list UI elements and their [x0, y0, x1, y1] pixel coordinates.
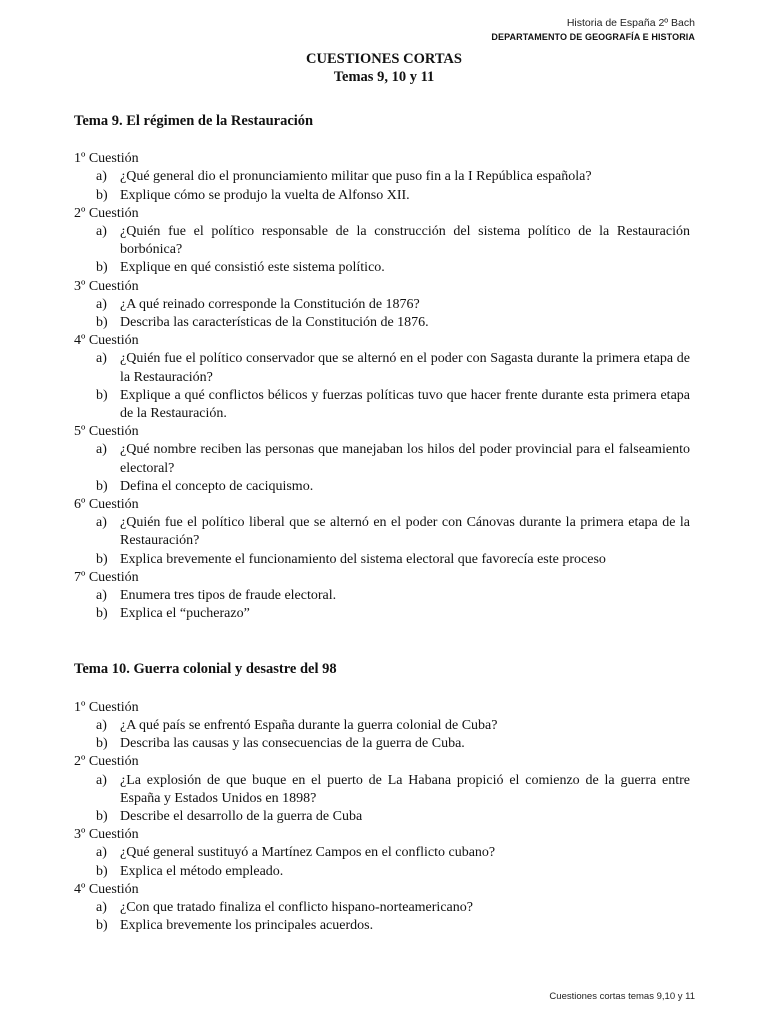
item-text: ¿Quién fue el político responsable de la construcción del sistema político de la Restauración borbónica?: [120, 224, 690, 258]
question-item: [74, 441, 690, 477]
item-text: Explica brevemente los principales acuerdos.: [120, 918, 374, 934]
item-letter: b): [96, 187, 108, 203]
item-letter: a): [96, 515, 107, 531]
section-title: Tema 9. El régimen de la Restauración: [74, 113, 314, 129]
section: [74, 112, 690, 623]
question-item: [74, 844, 690, 862]
item-text: ¿Qué nombre reciben las personas que manejaban los hilos del poder provincial para el falseamiento electoral?: [120, 442, 690, 476]
title-subtitle: Temas 9, 10 y 11: [333, 69, 435, 85]
question-item: [74, 551, 690, 569]
item-letter: a): [96, 169, 107, 185]
question-item: [74, 187, 690, 205]
item-letter: a): [96, 351, 107, 367]
question-label: 2º Cuestión: [74, 205, 139, 221]
item-text: ¿A qué reinado corresponde la Constitución de 1876?: [120, 296, 420, 312]
item-text: Explica el método empleado.: [120, 863, 284, 879]
item-letter: b): [96, 387, 108, 403]
item-text: ¿La explosión de que buque en el puerto de La Habana propició el comienzo de la guerra entre España y Estados Unidos en 1898?: [120, 772, 690, 806]
question-item: [74, 808, 690, 826]
question-item: [74, 917, 690, 935]
question-item: [74, 387, 690, 423]
page-footer: Cuestiones cortas temas 9,10 y 11: [549, 991, 695, 1002]
item-text: Explica brevemente el funcionamiento del sistema electoral que favorecía este proceso: [120, 551, 606, 567]
item-letter: b): [96, 260, 108, 276]
question-item: [74, 168, 690, 186]
item-letter: a): [96, 442, 107, 458]
item-text: Explique cómo se produjo la vuelta de Alfonso XII.: [120, 187, 410, 203]
question-item: [74, 259, 690, 277]
question-item: [74, 514, 690, 550]
item-letter: a): [96, 588, 107, 604]
item-text: ¿Con que tratado finaliza el conflicto hispano-norteamericano?: [120, 899, 473, 915]
item-text: ¿Quién fue el político conservador que se alternó en el poder con Sagasta durante la primera etapa de la Restauración?: [120, 351, 690, 385]
item-text: Explique a qué conflictos bélicos y fuerzas políticas tuvo que hacer frente durante esta primera etapa de la Restauración.: [120, 387, 690, 422]
question-item: [74, 314, 690, 332]
question-item: [74, 605, 690, 623]
item-text: ¿Qué general dio el pronunciamiento militar que puso fin a la I República española?: [120, 169, 592, 185]
item-text: ¿Quién fue el político liberal que se alternó en el poder con Cánovas durante la primera etapa de la Restauración?: [120, 515, 690, 549]
question-item: [74, 735, 690, 753]
question-label: 1º Cuestión: [74, 151, 139, 167]
item-letter: b): [96, 315, 108, 331]
question-label: 3º Cuestión: [74, 278, 139, 294]
question-item: [74, 899, 690, 917]
item-letter: b): [96, 736, 108, 752]
header-course: Historia de España 2º Bach: [566, 17, 695, 29]
question-label: 2º Cuestión: [74, 754, 139, 770]
item-letter: b): [96, 918, 108, 934]
title-main: CUESTIONES CORTAS: [306, 51, 462, 67]
question-label: 1º Cuestión: [74, 699, 139, 715]
question-item: [74, 478, 690, 496]
item-letter: b): [96, 808, 108, 824]
question-item: [74, 296, 690, 314]
question-item: [74, 223, 690, 259]
question-label: 5º Cuestión: [74, 424, 139, 440]
item-letter: a): [96, 296, 107, 312]
question-item: [74, 350, 690, 386]
item-text: Describa las causas y las consecuencias de la guerra de Cuba.: [120, 736, 465, 752]
item-text: Defina el concepto de caciquismo.: [120, 478, 314, 494]
item-text: ¿Qué general sustituyó a Martínez Campos en el conflicto cubano?: [120, 845, 496, 861]
question-label: 7º Cuestión: [74, 569, 139, 585]
question-label: 4º Cuestión: [74, 333, 139, 349]
item-letter: a): [96, 899, 107, 915]
item-text: Explique en qué consistió este sistema político.: [120, 260, 385, 276]
item-letter: a): [96, 224, 107, 240]
section-title: Tema 10. Guerra colonial y desastre del 98: [74, 661, 337, 678]
section: [74, 660, 690, 935]
question-item: [74, 863, 690, 881]
item-text: Describa las características de la Constitución de 1876.: [120, 315, 429, 331]
item-text: Describe el desarrollo de la guerra de Cuba: [120, 808, 363, 824]
document-body: [74, 112, 690, 935]
item-letter: b): [96, 863, 108, 879]
question-item: [74, 587, 690, 605]
item-text: Enumera tres tipos de fraude electoral.: [120, 588, 337, 604]
question-label: 3º Cuestión: [74, 827, 139, 843]
item-letter: a): [96, 772, 107, 788]
question-label: 4º Cuestión: [74, 881, 139, 897]
item-text: Explica el “pucherazo”: [120, 606, 250, 622]
document-title: [0, 50, 768, 86]
page-header: [491, 16, 695, 44]
item-letter: b): [96, 606, 108, 622]
item-letter: a): [96, 845, 107, 861]
question-item: [74, 772, 690, 808]
item-letter: b): [96, 551, 108, 567]
item-letter: b): [96, 478, 108, 494]
question-label: 6º Cuestión: [74, 497, 139, 513]
item-text: ¿A qué país se enfrentó España durante la guerra colonial de Cuba?: [120, 717, 498, 733]
item-letter: a): [96, 717, 107, 733]
header-department: DEPARTAMENTO DE GEOGRAFÍA E HISTORIA: [491, 32, 695, 42]
question-item: [74, 717, 690, 735]
